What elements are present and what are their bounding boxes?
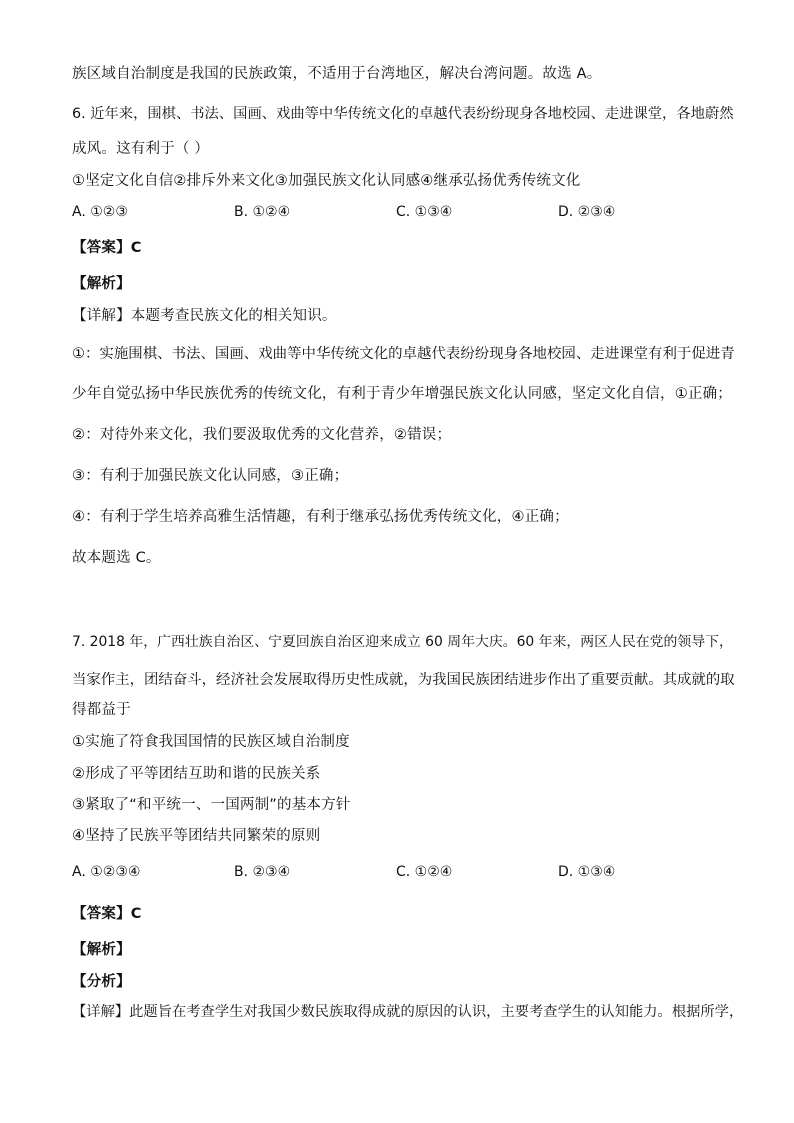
q7-stem-line-3: 得都益于 xyxy=(72,702,131,718)
q7-option-c: C. ①②④ xyxy=(396,864,453,880)
q6-answer: 【答案】C xyxy=(72,240,142,256)
q6-explanation-line: ②：对待外来文化，我们要汲取优秀的文化营养，②错误； xyxy=(72,427,452,443)
q6-stem-line-1: 6. 近年来，围棋、书法、国画、戏曲等中华传统文化的卓越代表纷纷现身各地校园、走进课堂，各地蔚然 xyxy=(72,106,734,122)
q7-statement-item: ③紧取了“和平统一、一国两制”的基本方针 xyxy=(72,797,351,813)
q7-detail: 【详解】此题旨在考查学生对我国少数民族取得成就的原因的认识，主要考查学生的认知能力。根据所学， xyxy=(72,1004,744,1020)
q7-statement-item: ②形成了平等团结互助和谐的民族关系 xyxy=(72,766,321,782)
q6-option-a: A. ①②③ xyxy=(72,204,128,220)
q6-explanation-line: ③：有利于加强民族文化认同感，③正确； xyxy=(72,468,349,484)
q6-stem-line-2: 成风。这有利于（ ） xyxy=(72,141,210,157)
q7-option-a: A. ①②③④ xyxy=(72,864,141,880)
q7-fenxi-heading: 【分析】 xyxy=(72,974,131,990)
q6-option-c: C. ①③④ xyxy=(396,204,453,220)
q7-answer: 【答案】C xyxy=(72,906,142,922)
q7-option-b: B. ②③④ xyxy=(234,864,291,880)
q7-statement-item: ①实施了符食我国国情的民族区域自治制度 xyxy=(72,734,350,750)
q6-option-d: D. ②③④ xyxy=(558,204,616,220)
q7-stem-line-2: 当家作主，团结奋斗，经济社会发展取得历史性成就，为我国民族团结进步作出了重要贡献。其成就的取 xyxy=(72,672,735,688)
q6-option-b: B. ①②④ xyxy=(234,204,291,220)
q7-stem-line-1: 7. 2018 年，广西壮族自治区、宁夏回族自治区迎来成立 60 周年大庆。60 年来，两区人民在党的领导下， xyxy=(72,634,733,650)
q6-conclusion: 故本题选 C。 xyxy=(72,550,161,566)
q7-statement-item: ④坚持了民族平等团结共同繁荣的原则 xyxy=(72,828,321,844)
q6-explanation-line: ①：实施围棋、书法、国画、戏曲等中华传统文化的卓越代表纷纷现身各地校园、走进课堂有利于促进青 xyxy=(72,346,735,362)
q6-statement-items: ①坚定文化自信②排斥外来文化③加强民族文化认同感④继承弘扬优秀传统文化 xyxy=(72,173,581,189)
q6-explanation-line: 少年自觉弘扬中华民族优秀的传统文化，有利于青少年增强民族文化认同感，坚定文化自信，①正确； xyxy=(72,386,732,402)
q6-explanation-line: ④：有利于学生培养高雅生活情趣，有利于继承弘扬优秀传统文化，④正确； xyxy=(72,509,569,525)
prev-answer-line: 族区域自治制度是我国的民族政策，不适用于台湾地区，解决台湾问题。故选 A。 xyxy=(72,66,602,82)
q6-analysis-heading: 【解析】 xyxy=(72,276,131,292)
q7-option-d: D. ①③④ xyxy=(558,864,616,880)
q7-analysis-heading: 【解析】 xyxy=(72,942,131,958)
q6-detail: 【详解】本题考查民族文化的相关知识。 xyxy=(72,308,337,324)
